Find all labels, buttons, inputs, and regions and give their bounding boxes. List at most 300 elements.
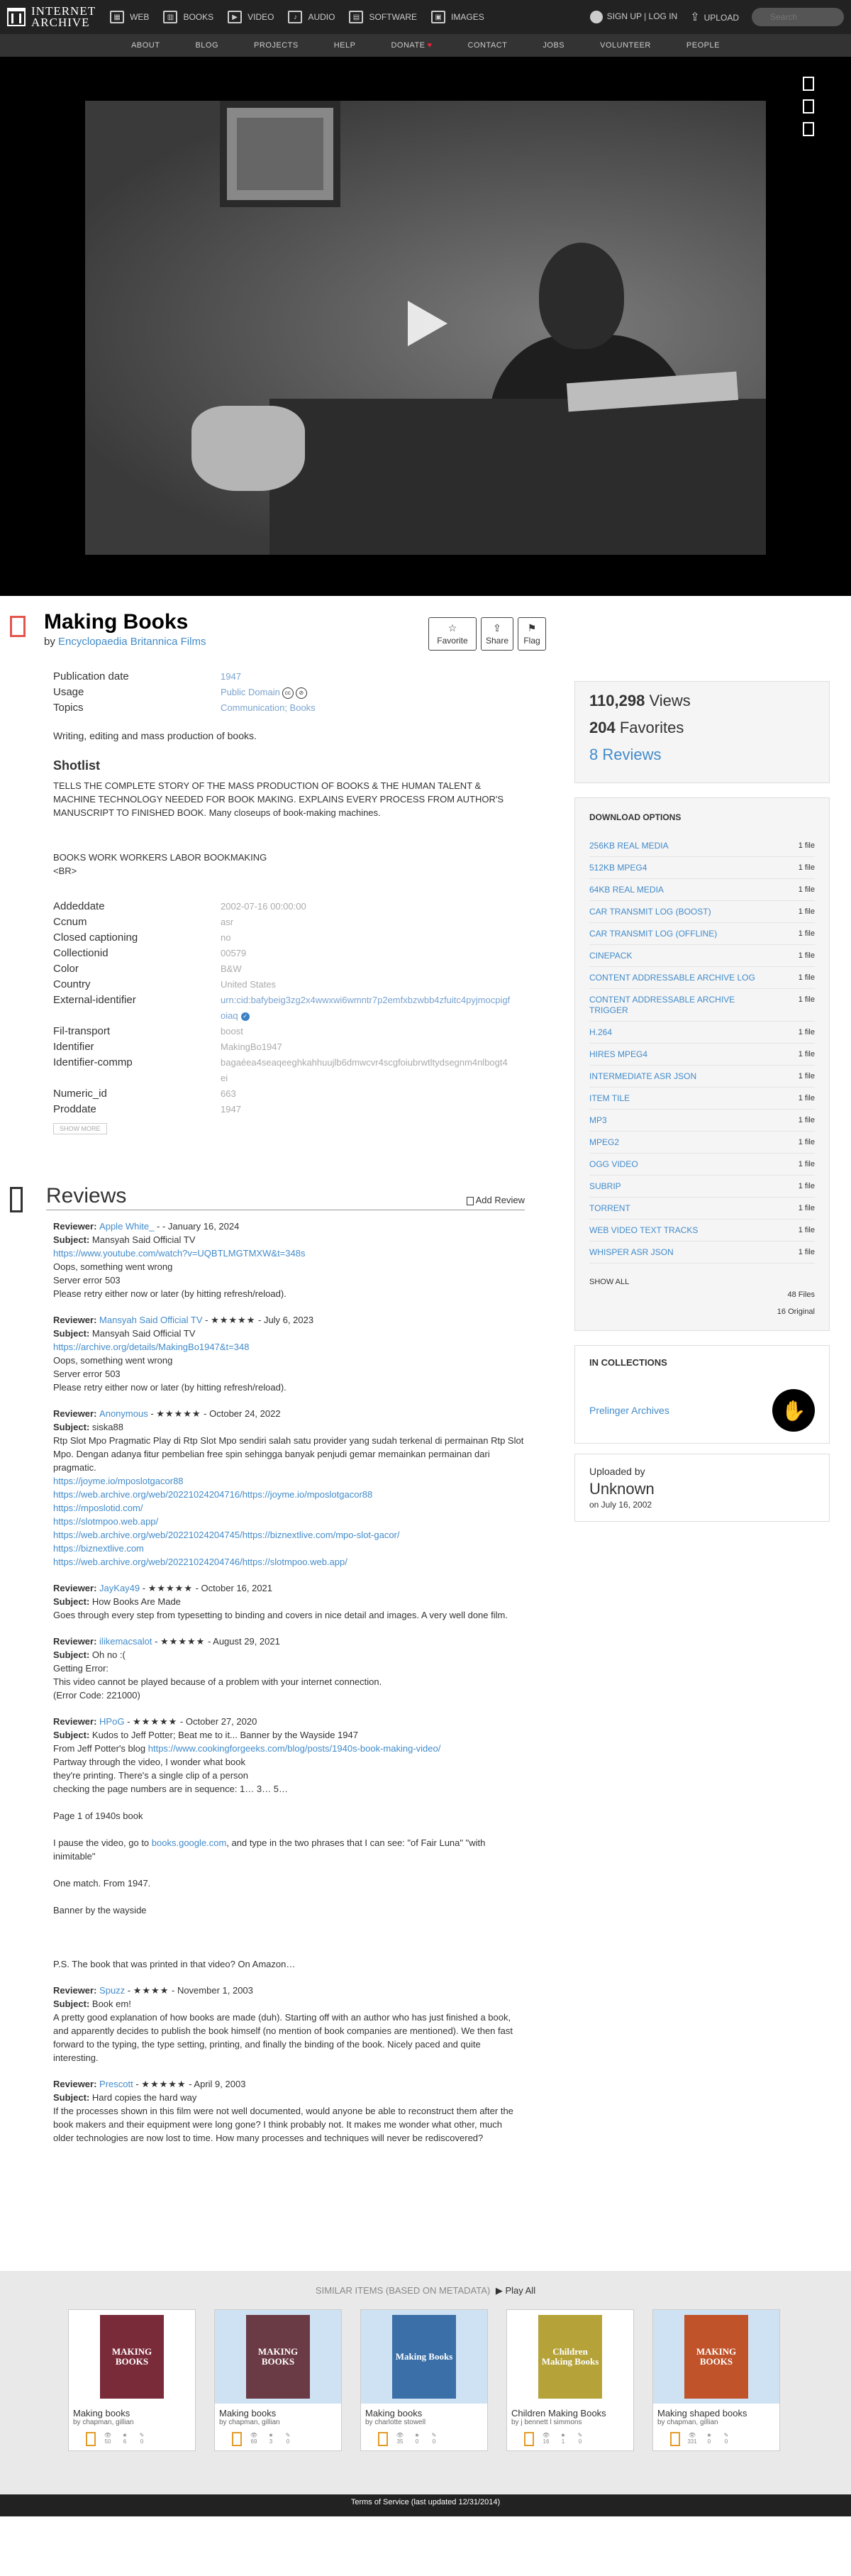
uploaded-by-label: Uploaded by bbox=[589, 1466, 645, 1477]
meta-key: Usage bbox=[53, 686, 84, 698]
download-option[interactable] bbox=[589, 879, 815, 901]
download-format[interactable]: 256KB REAL MEDIA bbox=[589, 841, 669, 851]
stat-icon: ★ bbox=[268, 2432, 274, 2438]
review-inline-link[interactable]: https://www.cookingforgeeks.com/blog/posts/1940s-book-making-video/ bbox=[148, 1743, 441, 1754]
review-line bbox=[53, 1528, 525, 1542]
item-stats bbox=[574, 681, 830, 783]
similar-item-title[interactable]: Children Making Books bbox=[511, 2408, 606, 2419]
stat-icon: ✎ bbox=[285, 2432, 291, 2438]
review-inline-link[interactable]: books.google.com bbox=[151, 1837, 227, 1848]
meta-key: Addeddate bbox=[53, 900, 105, 912]
prelinger-hand-icon[interactable]: ✋ bbox=[772, 1389, 815, 1432]
subnav-item-help[interactable]: HELP bbox=[333, 41, 356, 50]
reviewer-label: Reviewer: bbox=[53, 1583, 100, 1593]
download-option[interactable] bbox=[589, 945, 815, 967]
similar-item-tile[interactable] bbox=[214, 2309, 342, 2451]
review-url[interactable]: https://archive.org/details/MakingBo1947&t=348 bbox=[53, 1342, 250, 1352]
logo-line2: ARCHIVE bbox=[31, 16, 90, 29]
review-date: - October 24, 2022 bbox=[204, 1408, 281, 1419]
similar-stat: ✎ 0 bbox=[137, 2432, 147, 2446]
similar-stat: ★ 1 bbox=[558, 2432, 568, 2446]
meta-row bbox=[53, 993, 511, 1024]
download-count: 1 file bbox=[798, 951, 815, 960]
flag-button[interactable]: ⚑ Flag bbox=[518, 617, 546, 651]
similar-item-tile[interactable] bbox=[652, 2309, 780, 2451]
similar-item-stats bbox=[653, 2426, 779, 2450]
similar-item-tile[interactable] bbox=[360, 2309, 488, 2451]
subnav-item-donate[interactable]: DONATE ♥ bbox=[391, 41, 433, 50]
subnav-item-contact[interactable]: CONTACT bbox=[467, 41, 508, 50]
review-url[interactable]: https://slotmpoo.web.app/ bbox=[53, 1516, 159, 1527]
download-format[interactable]: 512KB MPEG4 bbox=[589, 863, 647, 873]
similar-item-author: by charlotte stowell bbox=[365, 2419, 426, 2426]
video-frame-desk bbox=[269, 399, 766, 555]
stat-icon: ★ bbox=[706, 2432, 712, 2438]
play-all-button[interactable]: ▶ Play All bbox=[495, 2285, 536, 2296]
download-format[interactable]: H.264 bbox=[589, 1027, 613, 1037]
meta-key: Proddate bbox=[53, 1103, 96, 1115]
download-count: 1 file bbox=[798, 973, 815, 982]
review-line bbox=[53, 1246, 525, 1260]
review-blank-line bbox=[53, 1917, 525, 1930]
book-cover: Children Making Books bbox=[538, 2315, 602, 2399]
reviewer-link[interactable]: HPoG bbox=[99, 1716, 125, 1727]
meta-row bbox=[53, 685, 511, 700]
shotlist-keywords: BOOKS WORK WORKERS LABOR BOOKMAKING bbox=[53, 852, 267, 863]
meta-value: United States bbox=[221, 979, 277, 990]
download-count: 1 file bbox=[798, 1072, 815, 1080]
share-button[interactable]: ⇪ Share bbox=[481, 617, 513, 651]
download-count: 1 file bbox=[798, 1226, 815, 1234]
total-files: 48 Files bbox=[787, 1290, 815, 1299]
similar-heading: SIMILAR ITEMS (BASED ON METADATA) bbox=[315, 2285, 491, 2296]
meta-row bbox=[53, 669, 511, 685]
review-subject-line bbox=[53, 1327, 525, 1340]
download-count: 1 file bbox=[798, 1094, 815, 1102]
download-format[interactable]: TORRENT bbox=[589, 1203, 630, 1213]
review-stars: ★★★★★ bbox=[148, 1583, 193, 1593]
meta-key: Country bbox=[53, 978, 91, 990]
similar-item-tile[interactable] bbox=[68, 2309, 196, 2451]
review-url[interactable]: https://joyme.io/mposlotgacor88 bbox=[53, 1476, 184, 1486]
share-icon: ⇪ bbox=[493, 622, 501, 634]
download-format[interactable]: OGG VIDEO bbox=[589, 1159, 638, 1169]
similar-item-image[interactable] bbox=[507, 2310, 633, 2404]
review-line bbox=[53, 1501, 525, 1515]
meta-key: Color bbox=[53, 963, 79, 975]
reviewer-link[interactable]: Mansyah Said Official TV bbox=[99, 1315, 203, 1325]
download-format[interactable]: CAR TRANSMIT LOG (OFFLINE) bbox=[589, 929, 718, 939]
similar-stat: ★ 0 bbox=[412, 2432, 422, 2446]
show-more-button[interactable]: SHOW MORE bbox=[53, 1123, 107, 1134]
meta-key: External-identifier bbox=[53, 994, 136, 1006]
meta-row bbox=[53, 914, 511, 930]
download-count: 1 file bbox=[798, 1182, 815, 1190]
download-format[interactable]: 64KB REAL MEDIA bbox=[589, 885, 664, 895]
meta-key: Publication date bbox=[53, 670, 129, 682]
stat-icon: ✎ bbox=[431, 2432, 437, 2438]
reviewer-label: Reviewer: bbox=[53, 1408, 100, 1419]
download-options-heading: DOWNLOAD OPTIONS bbox=[589, 812, 682, 822]
review-header: Reviewer: Apple White_ - - January 16, 2024 bbox=[53, 1221, 240, 1232]
meta-value: B&W bbox=[221, 963, 242, 974]
download-option[interactable] bbox=[589, 1176, 815, 1198]
meta-key: Identifier bbox=[53, 1041, 94, 1053]
download-format[interactable]: ITEM TILE bbox=[589, 1093, 630, 1103]
review-stars: ★★★★ bbox=[133, 1985, 169, 1996]
stat-icon: ✎ bbox=[139, 2432, 145, 2438]
signup-login-link[interactable]: SIGN UP | LOG IN bbox=[590, 11, 678, 23]
review-line: One match. From 1947. bbox=[53, 1878, 151, 1889]
download-count: 1 file bbox=[798, 1050, 815, 1058]
review-url[interactable]: https://mposlotid.com/ bbox=[53, 1503, 143, 1513]
download-option[interactable] bbox=[589, 1242, 815, 1264]
reviewer-link[interactable]: ilikemacsalot bbox=[99, 1636, 152, 1647]
download-count: 1 file bbox=[798, 1248, 815, 1256]
review-blank-line bbox=[53, 1890, 525, 1903]
download-format[interactable]: CONTENT ADDRESSABLE ARCHIVE TRIGGER bbox=[589, 995, 735, 1015]
meta-value: no bbox=[221, 932, 231, 943]
meta-row bbox=[53, 1039, 511, 1055]
review-url[interactable]: https://web.archive.org/web/20221024204745/https://biznextlive.com/mpo-slot-gacor/ bbox=[53, 1530, 400, 1540]
meta-row bbox=[53, 1102, 511, 1117]
download-option[interactable] bbox=[589, 1110, 815, 1132]
stat-icon: ✎ bbox=[723, 2432, 729, 2438]
meta-value: 00579 bbox=[221, 948, 247, 958]
download-option[interactable] bbox=[589, 1088, 815, 1110]
review-url[interactable]: https://web.archive.org/web/20221024204716/https://joyme.io/mposlotgacor88 bbox=[53, 1489, 373, 1500]
download-option[interactable] bbox=[589, 1198, 815, 1220]
media-tab-images[interactable]: ▣ IMAGES bbox=[431, 11, 484, 23]
review bbox=[53, 1407, 525, 1569]
subnav-item-jobs[interactable]: JOBS bbox=[543, 41, 565, 50]
info-icon[interactable] bbox=[803, 122, 814, 136]
similar-stat: ★ 6 bbox=[120, 2432, 130, 2446]
images-icon: ▣ bbox=[431, 11, 445, 23]
download-count: 1 file bbox=[798, 995, 815, 1004]
byline: by Encyclopaedia Britannica Films bbox=[44, 636, 206, 648]
review-line: Rtp Slot Mpo Pragmatic Play di Rtp Slot Mpo sendiri salah satu provider yang sudah terkenal di permainan Rtp Slot Mpo. Dengan adanya fitur pembelian free spin sehingga banyak penjudi gemar memainkan permainan dari pragmatic. bbox=[53, 1435, 524, 1473]
review-line: From Jeff Potter's blog https://www.cookingforgeeks.com/blog/posts/1940s-book-making-video/ bbox=[53, 1743, 441, 1754]
review bbox=[53, 1984, 525, 2064]
meta-value: 1947 bbox=[221, 1104, 241, 1115]
download-format[interactable]: MP3 bbox=[589, 1115, 607, 1125]
review-subject-line bbox=[53, 1997, 525, 2011]
similar-stat: ✎ 0 bbox=[575, 2432, 585, 2446]
review-header: Reviewer: Prescott - ★★★★★ - April 9, 2003 bbox=[53, 2079, 246, 2089]
reviews-count bbox=[589, 746, 815, 764]
review-line: This video cannot be played because of a problem with your internet connection. bbox=[53, 1676, 382, 1687]
review-subject-line bbox=[53, 1233, 525, 1246]
review-line: Please retry either now or later (by hitting refresh/reload). bbox=[53, 1382, 287, 1393]
review-header: Reviewer: Mansyah Said Official TV - ★★★★★ - July 6, 2023 bbox=[53, 1315, 314, 1325]
subnav-item-people[interactable]: PEOPLE bbox=[686, 41, 720, 50]
show-all-link[interactable]: SHOW ALL bbox=[589, 1278, 630, 1286]
download-option[interactable] bbox=[589, 901, 815, 923]
video-theater bbox=[0, 57, 851, 596]
reviewer-link[interactable]: Prescott bbox=[99, 2079, 133, 2089]
download-count: 1 file bbox=[798, 1138, 815, 1146]
stat-icon: ★ bbox=[560, 2432, 566, 2438]
meta-row bbox=[53, 961, 511, 977]
review-date: - October 16, 2021 bbox=[195, 1583, 273, 1593]
review-subject: Hard copies the hard way bbox=[91, 2092, 197, 2103]
review-subject: Mansyah Said Official TV bbox=[91, 1234, 196, 1245]
reviewer-link[interactable]: JayKay49 bbox=[99, 1583, 140, 1593]
subnav-item-about[interactable]: ABOUT bbox=[131, 41, 160, 50]
collection-link[interactable]: Prelinger Archives bbox=[589, 1405, 669, 1416]
meta-key: Closed captioning bbox=[53, 932, 138, 944]
similar-item-image[interactable] bbox=[361, 2310, 487, 2404]
search-input[interactable] bbox=[752, 8, 844, 26]
download-format[interactable]: INTERMEDIATE ASR JSON bbox=[589, 1071, 697, 1081]
uploaded-by bbox=[574, 1454, 830, 1522]
review-line: Goes through every step from typesetting to binding and covers in nice detail and images. A very well done film. bbox=[53, 1610, 508, 1620]
review-url[interactable]: https://biznextlive.com bbox=[53, 1543, 144, 1554]
review-subject-line bbox=[53, 1728, 525, 1742]
theater-side-controls bbox=[803, 77, 814, 136]
review-subject-line bbox=[53, 1595, 525, 1608]
similar-item-image[interactable] bbox=[215, 2310, 341, 2404]
stat-icon: 👁 bbox=[250, 2432, 258, 2438]
review bbox=[53, 1313, 525, 1394]
verified-icon: ✓ bbox=[241, 1012, 250, 1021]
reviewer-label: Reviewer: bbox=[53, 1221, 100, 1232]
logo-line1: INTERNET bbox=[31, 4, 96, 18]
stat-icon: 👁 bbox=[688, 2432, 696, 2438]
books-icon: ▥ bbox=[163, 11, 177, 23]
similar-stat: 👁 331 bbox=[687, 2432, 697, 2445]
review-stars: ★★★★★ bbox=[160, 1636, 206, 1647]
meta-value[interactable]: 1947 bbox=[221, 671, 241, 682]
review-url[interactable]: https://web.archive.org/web/20221024204746/https://slotmpoo.web.app/ bbox=[53, 1557, 347, 1567]
review-line bbox=[53, 1515, 525, 1528]
review-line: Page 1 of 1940s book bbox=[53, 1811, 143, 1821]
subject-label: Subject: bbox=[53, 1649, 92, 1660]
reviews-icon bbox=[10, 1187, 23, 1212]
media-tab-web[interactable]: ▦ WEB bbox=[110, 11, 149, 23]
meta-row bbox=[53, 1086, 511, 1102]
similar-item-author: by chapman, gillian bbox=[219, 2419, 280, 2426]
public-domain-icon: ⊘ bbox=[296, 687, 307, 699]
subject-label: Subject: bbox=[53, 2092, 92, 2103]
download-format[interactable]: WEB VIDEO TEXT TRACKS bbox=[589, 1225, 699, 1235]
reviews-title: Reviews bbox=[46, 1184, 127, 1207]
similar-item-title[interactable]: Making books bbox=[365, 2408, 423, 2419]
review bbox=[53, 2077, 525, 2145]
stat-icon: ★ bbox=[414, 2432, 420, 2438]
reviews-list bbox=[0, 1220, 525, 2145]
download-format[interactable]: MPEG2 bbox=[589, 1137, 620, 1147]
views-count: 110,298 Views bbox=[589, 692, 691, 709]
review-stars: ★★★★★ bbox=[141, 2079, 187, 2089]
stat-icon: 👁 bbox=[396, 2432, 404, 2438]
fullscreen-icon[interactable] bbox=[803, 77, 814, 91]
similar-stat: 👁 50 bbox=[104, 2432, 112, 2445]
download-option[interactable] bbox=[589, 923, 815, 945]
meta-row bbox=[53, 930, 511, 946]
subject-label: Subject: bbox=[53, 1999, 92, 2009]
review-subject: Kudos to Jeff Potter; Beat me to it... Banner by the Wayside 1947 bbox=[91, 1730, 358, 1740]
similar-stat: 👁 35 bbox=[396, 2432, 404, 2445]
review-stars: ★★★★★ bbox=[133, 1716, 178, 1727]
book-cover: Making Books bbox=[392, 2315, 456, 2399]
similar-item-author: by j bennett l simmons bbox=[511, 2419, 582, 2426]
shotlist-br: <BR> bbox=[53, 866, 77, 876]
meta-value[interactable]: urn:cid:bafybeig3zg2x4wwxwi6wmntr7p2emfxbzwbb4zfuitc4pyjmocpigfoiaq ✓ bbox=[221, 995, 511, 1021]
download-count: 1 file bbox=[798, 907, 815, 916]
review-line: Server error 503 bbox=[53, 1369, 121, 1379]
review-subject: Book em! bbox=[91, 1999, 131, 2009]
meta-key: Identifier-commp bbox=[53, 1056, 133, 1068]
review-line bbox=[53, 1340, 525, 1354]
download-option[interactable] bbox=[589, 1154, 815, 1176]
review-header: Reviewer: HPoG - ★★★★★ - October 27, 2020 bbox=[53, 1716, 257, 1727]
review-date: - October 27, 2020 bbox=[179, 1716, 257, 1727]
similar-item-title[interactable]: Making shaped books bbox=[657, 2408, 747, 2419]
download-format[interactable]: WHISPER ASR JSON bbox=[589, 1247, 674, 1257]
media-tab-audio[interactable]: ♪ AUDIO bbox=[288, 11, 335, 23]
secondary-nav bbox=[0, 34, 851, 57]
add-review-button[interactable]: Add Review bbox=[467, 1195, 525, 1205]
video-frame-vase bbox=[191, 406, 305, 491]
upload-date: on July 16, 2002 bbox=[589, 1500, 652, 1510]
similar-items bbox=[0, 2271, 851, 2494]
download-count: 1 file bbox=[798, 929, 815, 938]
meta-row bbox=[53, 946, 511, 961]
meta-value: 663 bbox=[221, 1088, 236, 1099]
download-option[interactable] bbox=[589, 1066, 815, 1088]
download-format[interactable]: HIRES MPEG4 bbox=[589, 1049, 648, 1059]
terms-link[interactable]: Terms of Service (last updated 12/31/2014) bbox=[350, 2498, 501, 2506]
similar-stat: ✎ 0 bbox=[429, 2432, 439, 2446]
meta-value[interactable]: Communication; Books bbox=[221, 702, 316, 713]
review-url[interactable]: https://www.youtube.com/watch?v=UQBTLMGTMXW&t=348s bbox=[53, 1248, 306, 1259]
review-line: Getting Error: bbox=[53, 1663, 109, 1674]
play-icon[interactable] bbox=[408, 301, 447, 346]
meta-row bbox=[53, 977, 511, 993]
download-format[interactable]: CINEPACK bbox=[589, 951, 633, 961]
meta-value[interactable]: Public Domain cc ⊘ bbox=[221, 685, 511, 700]
uploader-name: Unknown bbox=[589, 1480, 655, 1498]
review-header: Reviewer: ilikemacsalot - ★★★★★ - August 29, 2021 bbox=[53, 1636, 280, 1647]
video-player[interactable] bbox=[85, 101, 766, 555]
archive-temple-icon bbox=[7, 8, 26, 26]
reviewer-label: Reviewer: bbox=[53, 1636, 100, 1647]
book-mediatype-icon bbox=[670, 2432, 680, 2446]
upload-link[interactable]: ⇪ UPLOAD bbox=[690, 11, 739, 23]
similar-item-tile[interactable] bbox=[506, 2309, 634, 2451]
download-option[interactable] bbox=[589, 1220, 815, 1242]
download-option[interactable] bbox=[589, 1044, 815, 1066]
review-line: A pretty good explanation of how books are made (duh). Starting off with an author who has just finished a book, and apparently decides to publish the book himself (no mention of book companies are mentioned). We then fast forward to the typing, the type setting, printing, and finally the binding of the book. Nicely paced and quite interesting. bbox=[53, 2012, 513, 2063]
favorite-button[interactable]: ☆ Favorite bbox=[428, 617, 477, 651]
media-tab-video[interactable]: ▶ VIDEO bbox=[228, 11, 274, 23]
reviewer-link[interactable]: Apple White_ bbox=[99, 1221, 155, 1232]
review bbox=[53, 1635, 525, 1702]
review-line: checking the page numbers are in sequence: 1… 3… 5… bbox=[53, 1784, 288, 1794]
book-mediatype-icon bbox=[524, 2432, 534, 2446]
review-blank-line bbox=[53, 1796, 525, 1809]
download-option[interactable] bbox=[589, 967, 815, 989]
subject-label: Subject: bbox=[53, 1730, 92, 1740]
subject-label: Subject: bbox=[53, 1596, 92, 1607]
similar-item-title[interactable]: Making books bbox=[73, 2408, 130, 2419]
author-link[interactable]: Encyclopaedia Britannica Films bbox=[58, 636, 206, 648]
media-tab-software[interactable]: ▤ SOFTWARE bbox=[349, 11, 417, 23]
meta-key: Ccnum bbox=[53, 916, 87, 928]
review-line: they're printing. There's a single clip of a person bbox=[53, 1770, 248, 1781]
download-options bbox=[574, 797, 830, 1331]
download-count: 1 file bbox=[798, 841, 815, 850]
review-line: Please retry either now or later (by hitting refresh/reload). bbox=[53, 1288, 287, 1299]
download-option[interactable] bbox=[589, 1132, 815, 1154]
similar-stat: ★ 3 bbox=[266, 2432, 276, 2446]
media-tab-books[interactable]: ▥ BOOKS bbox=[163, 11, 213, 23]
similar-item-image[interactable] bbox=[69, 2310, 195, 2404]
download-option[interactable] bbox=[589, 835, 815, 857]
subject-label: Subject: bbox=[53, 1328, 92, 1339]
embed-icon[interactable] bbox=[803, 99, 814, 114]
page-title: Making Books bbox=[44, 610, 189, 634]
review-line bbox=[53, 1542, 525, 1555]
review bbox=[53, 1220, 525, 1300]
review-line bbox=[53, 1474, 525, 1488]
download-format[interactable]: CAR TRANSMIT LOG (BOOST) bbox=[589, 907, 711, 917]
flag-icon: ⚑ bbox=[527, 622, 537, 634]
download-count: 1 file bbox=[798, 1028, 815, 1037]
subnav-item-blog[interactable]: BLOG bbox=[195, 41, 219, 50]
download-option[interactable] bbox=[589, 989, 815, 1022]
download-option[interactable] bbox=[589, 857, 815, 879]
download-count: 1 file bbox=[798, 1160, 815, 1168]
review-line: Partway through the video, I wonder what book bbox=[53, 1757, 245, 1767]
reviewer-label: Reviewer: bbox=[53, 1716, 100, 1727]
review bbox=[53, 1581, 525, 1622]
subnav-item-volunteer[interactable]: VOLUNTEER bbox=[600, 41, 651, 50]
footer bbox=[0, 2494, 851, 2516]
reviews-link[interactable]: 8 Reviews bbox=[589, 746, 662, 763]
shotlist-text: TELLS THE COMPLETE STORY OF THE MASS PRODUCTION OF BOOKS & THE HUMAN TALENT & MACHINE TECHNOLOGY NEEDED FOR BOOK MAKING. EXPLAINS EVERY PROCESS FROM AUTHOR'S MANUSCRIPT TO FINISHED BOOK. Many closeups of book-making machines. bbox=[53, 780, 504, 818]
similar-item-author: by chapman, gillian bbox=[657, 2419, 718, 2426]
book-mediatype-icon bbox=[232, 2432, 242, 2446]
download-count: 1 file bbox=[798, 1204, 815, 1212]
cc-icon: cc bbox=[282, 687, 294, 699]
user-icon bbox=[590, 11, 603, 23]
meta-value: boost bbox=[221, 1026, 243, 1037]
review-date: - April 9, 2003 bbox=[189, 2079, 246, 2089]
similar-item-title[interactable]: Making books bbox=[219, 2408, 277, 2419]
subnav-item-projects[interactable]: PROJECTS bbox=[254, 41, 299, 50]
book-cover: MAKING BOOKS bbox=[100, 2315, 164, 2399]
reviewer-link[interactable]: Spuzz bbox=[99, 1985, 126, 1996]
review-stars: ★★★★★ bbox=[156, 1408, 201, 1419]
review-line bbox=[53, 1555, 525, 1569]
download-format[interactable]: SUBRIP bbox=[589, 1181, 621, 1191]
download-option[interactable] bbox=[589, 1022, 815, 1044]
review-header: Reviewer: Anonymous - ★★★★★ - October 24, 2022 bbox=[53, 1408, 281, 1419]
review-line: Server error 503 bbox=[53, 1275, 121, 1286]
shotlist-heading: Shotlist bbox=[53, 758, 100, 773]
review-subject: How Books Are Made bbox=[91, 1596, 181, 1607]
review-line: (Error Code: 221000) bbox=[53, 1690, 140, 1701]
review-blank-line bbox=[53, 1823, 525, 1836]
similar-item-image[interactable] bbox=[653, 2310, 779, 2404]
internet-archive-logo[interactable] bbox=[7, 6, 96, 28]
meta-row bbox=[53, 899, 511, 914]
reviewer-link[interactable]: Anonymous bbox=[99, 1408, 148, 1419]
download-format[interactable]: CONTENT ADDRESSABLE ARCHIVE LOG bbox=[589, 973, 755, 983]
